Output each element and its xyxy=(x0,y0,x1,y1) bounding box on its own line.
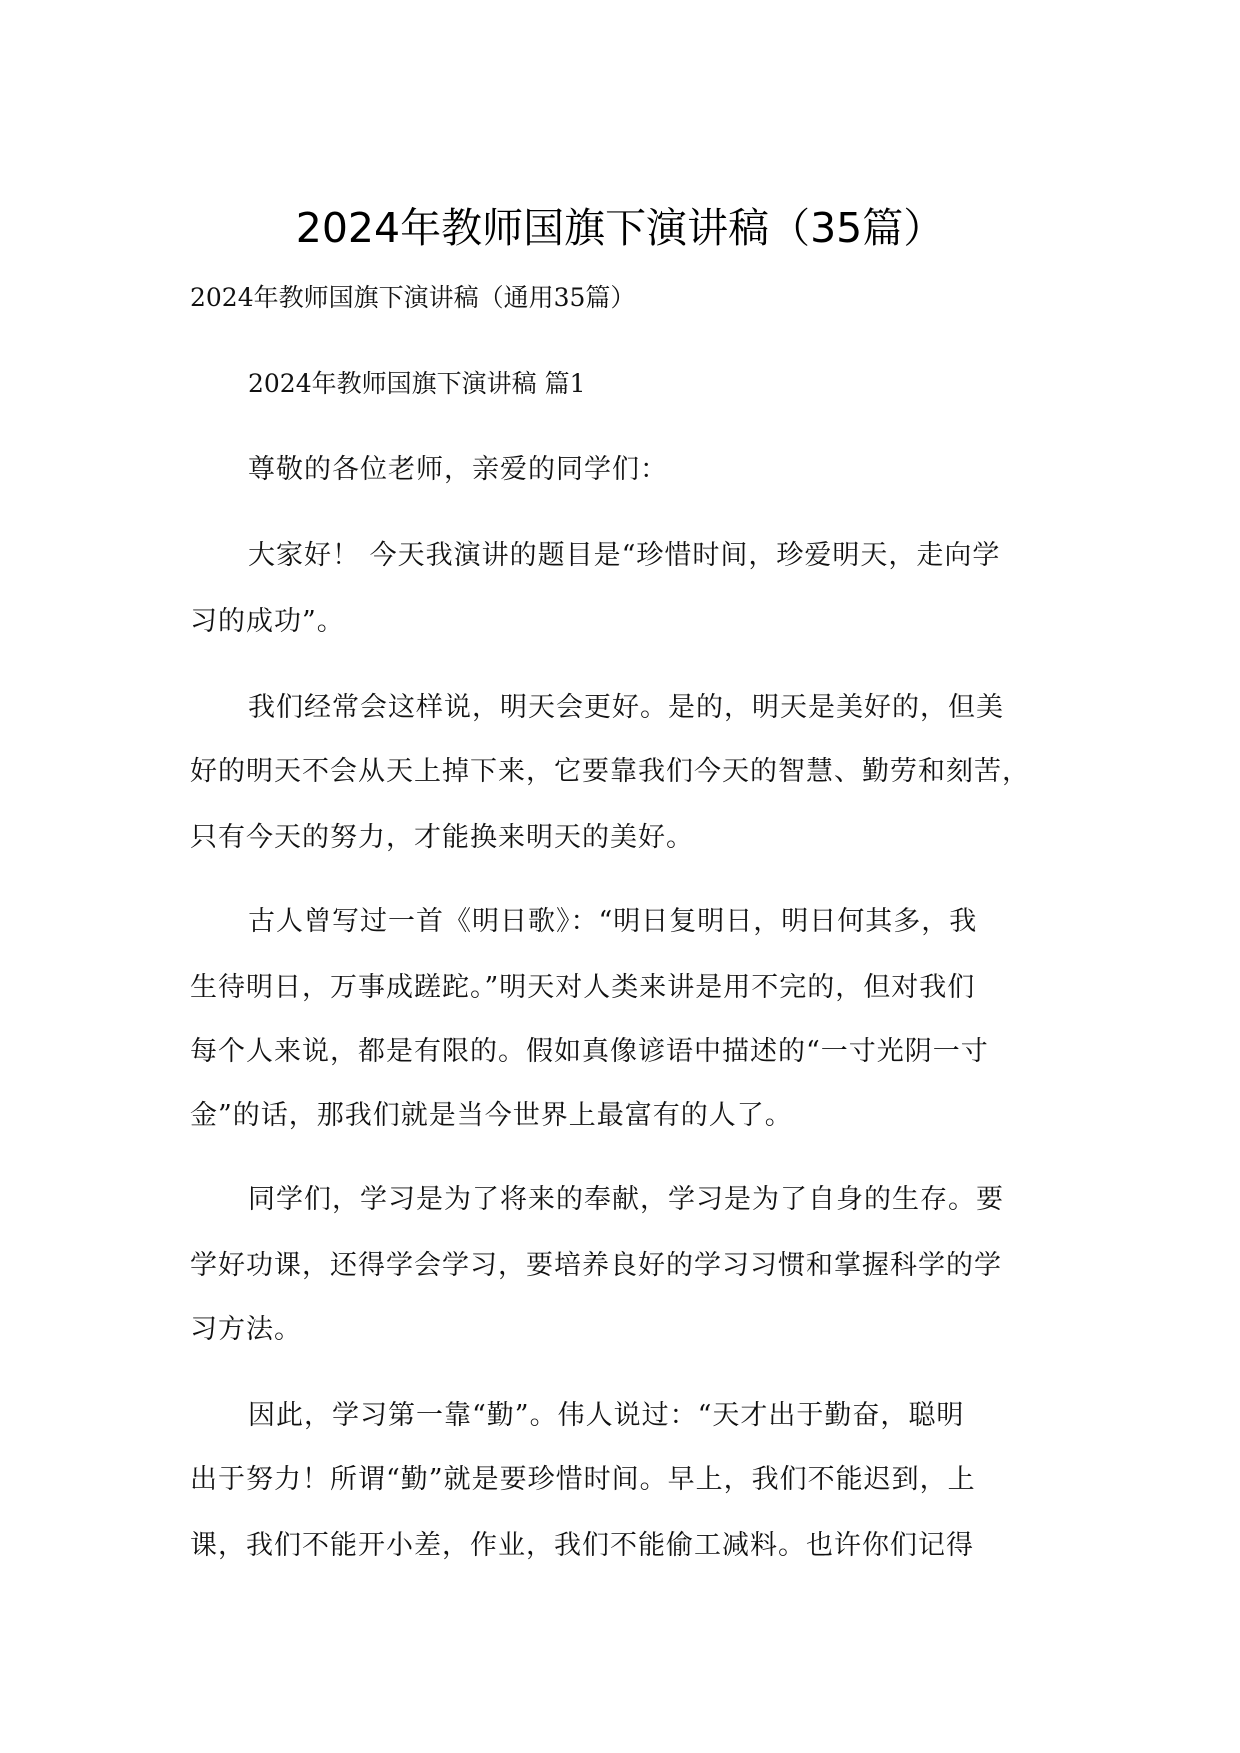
paragraph-line: 课，我们不能开小差，作业，我们不能偷工减料。也许你们记得 xyxy=(190,1530,974,1561)
paragraph-line: 大家好！ 今天我演讲的题目是“珍惜时间，珍爱明天，走向学 xyxy=(248,540,1001,571)
paragraph-line: 尊敬的各位老师，亲爱的同学们： xyxy=(248,454,668,485)
paragraph-line: 只有今天的努力，才能换来明天的美好。 xyxy=(190,822,694,853)
paragraph-line: 生待明日，万事成蹉跎。”明天对人类来讲是用不完的，但对我们 xyxy=(190,972,976,1003)
paragraph-line: 出于努力！所谓“勤”就是要珍惜时间。早上，我们不能迟到，上 xyxy=(190,1464,976,1495)
paragraph-line: 古人曾写过一首《明日歌》：“明日复明日，明日何其多，我 xyxy=(248,906,978,937)
paragraph-line: 习方法。 xyxy=(190,1314,302,1345)
paragraph-line: 因此，学习第一靠“勤”。伟人说过：“天才出于勤奋，聪明 xyxy=(248,1400,965,1431)
paragraph-line: 学好功课，还得学会学习，要培养良好的学习习惯和掌握科学的学 xyxy=(190,1250,1002,1281)
article-heading: 2024年教师国旗下演讲稿 篇1 xyxy=(248,369,586,398)
document-subtitle: 2024年教师国旗下演讲稿（通用35篇） xyxy=(190,283,636,312)
paragraph-line: 同学们，学习是为了将来的奉献，学习是为了自身的生存。要 xyxy=(248,1184,1004,1215)
paragraph-line: 好的明天不会从天上掉下来，它要靠我们今天的智慧、勤劳和刻苦， xyxy=(190,756,1030,787)
paragraph-line: 每个人来说，都是有限的。假如真像谚语中描述的“一寸光阴一寸 xyxy=(190,1036,989,1067)
paragraph-line: 习的成功”。 xyxy=(190,606,345,637)
paragraph-line: 我们经常会这样说，明天会更好。是的，明天是美好的，但美 xyxy=(248,692,1004,723)
document-title: 2024年教师国旗下演讲稿（35篇） xyxy=(295,204,945,252)
paragraph-line: 金”的话，那我们就是当今世界上最富有的人了。 xyxy=(190,1100,793,1131)
